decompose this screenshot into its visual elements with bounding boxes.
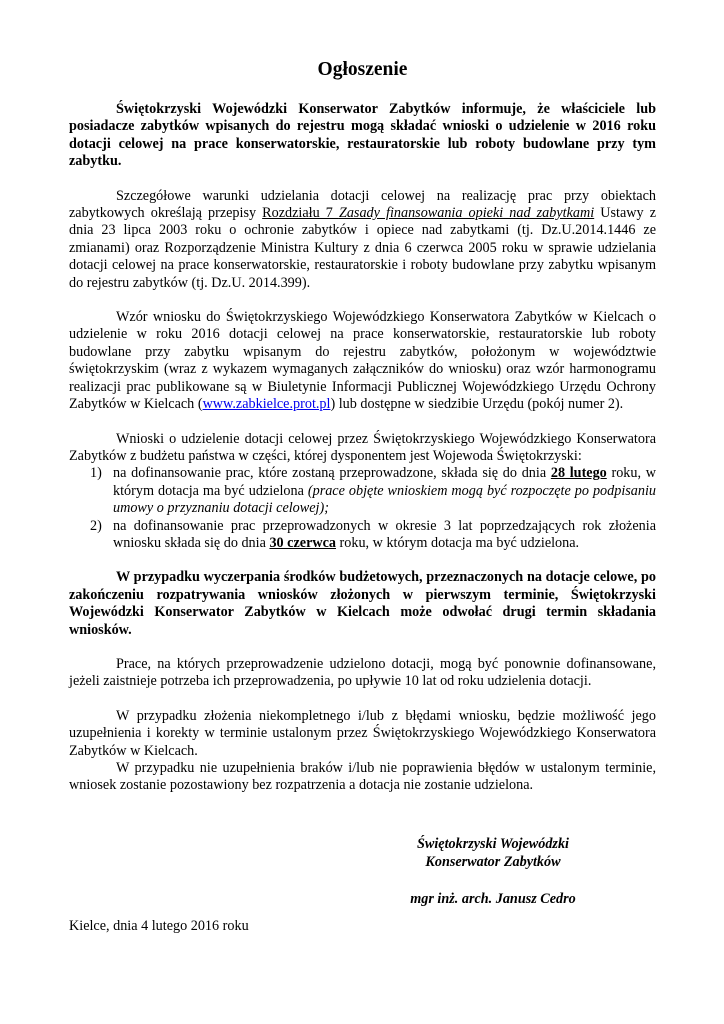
bip-website-link[interactable]: www.zabkielce.prot.pl [202, 396, 331, 413]
rejection-paragraph: W przypadku nie uzupełnienia braków i/lub nie poprawienia błędów w ustalonym terminie, wniosek zostanie pozostawiony bez rozpatrzenia a dotacja nie zostanie udzielona. [69, 760, 656, 794]
budget-exhaustion-paragraph: W przypadku wyczerpania środków budżetowych, przeznaczonych na dotacje celowe, po zakończeniu rozpatrywania wniosków złożonych w pierwszym terminie, Świętokrzyski Wojewódzki Konserwator Zabytków w Kielcach może odwołać drugi termin składania wniosków. [69, 569, 656, 638]
signature-office-line2: Konserwator Zabytków [425, 854, 561, 870]
list-item-text-a: na dofinansowanie prac, które zostaną przeprowadzone, składa się do dnia [113, 465, 551, 482]
deadline-list [69, 465, 656, 552]
form-availability-paragraph [69, 309, 656, 413]
list-number: 1) [90, 465, 102, 482]
list-number: 2) [90, 517, 102, 534]
legal-basis-text-b: Ustawy z dnia 23 lipca 2003 roku o ochronie zabytków i opiece nad zabytkami (tj. Dz.U.2014.1446 ze zmianami) oraz Rozporządzenie Ministra Kultury z dnia 6 czerwca 2005 roku w sprawie udzielania dotacji celowej na prace konserwatorskie, restauratorskie i roboty budowlane przy zabytku wpisanym do rejestru zabytków (tj. Dz.U. 2014.399). [69, 205, 656, 291]
signature-block [378, 835, 608, 908]
intro-paragraph: Świętokrzyski Wojewódzki Konserwator Zabytków informuje, że właściciele lub posiadacze zabytków wpisanych do rejestru mogą składać wnioski o udzielenie w 2016 roku dotacji celowej na prace konserwatorskie, restauratorskie lub roboty budowlane przy tym zabytku. [69, 101, 656, 170]
statute-chapter-title: Zasady finansowania opieki nad zabytkami [338, 205, 595, 222]
deadline-date: 28 lutego [550, 465, 607, 482]
place-and-date: Kielce, dnia 4 lutego 2016 roku [69, 918, 249, 934]
signature-office-line1: Świętokrzyski Wojewódzki [416, 836, 569, 852]
list-item-text-a: na dofinansowanie prac przeprowadzonych w okresie 3 lat poprzedzających rok złożenia wniosku składa się do dnia [113, 517, 656, 551]
deadline-list-item [69, 465, 656, 517]
list-item-note: (prace objęte wnioskiem mogą być rozpoczęte po podpisaniu umowy o przyznaniu dotacji celowej); [113, 482, 657, 517]
list-item-text-b: roku, w którym dotacja ma być udzielona. [336, 534, 580, 551]
deadline-list-item [69, 518, 656, 553]
legal-basis-text-a: Szczegółowe warunki udzielania dotacji celowej na realizację prac przy obiektach zabytkowych określają przepisy [69, 187, 656, 222]
signatory-name: mgr inż. arch. Janusz Cedro [410, 891, 576, 907]
refinancing-paragraph: Prace, na których przeprowadzenie udzielono dotacji, mogą być ponownie dofinansowane, jeżeli zaistnieje potrzeba ich przeprowadzenia, po upływie 10 lat od roku udzielenia dotacji. [69, 655, 656, 690]
legal-basis-paragraph [69, 188, 656, 292]
statute-chapter-number: Rozdziału 7 [262, 205, 339, 222]
list-item-text-b: roku, w którym dotacja ma być udzielona [113, 465, 656, 499]
form-availability-text-a: Wzór wniosku do Świętokrzyskiego Wojewódzkiego Konserwatora Zabytków w Kielcach o udzielenie w roku 2016 dotacji celowej na prace konserwatorskie, restauratorskie lub roboty budowlane przy zabytku wpisanym do rejestru zabytków, położonym w województwie świętokrzyskim (wraz z wykazem wymaganych załączników do wniosku) oraz wzór harmonogramu realizacji prac publikowane są w Biuletynie Informacji Publicznej Wojewódzkiego Urzędu Ochrony Zabytków w Kielcach ( [69, 309, 656, 413]
deadline-date: 30 czerwca [269, 534, 336, 551]
form-availability-text-b: ) lub dostępne w siedzibie Urzędu (pokój numer 2). [330, 396, 624, 413]
statute-chapter-reference [262, 205, 594, 221]
applications-intro-paragraph: Wnioski o udzielenie dotacji celowej przez Świętokrzyskiego Wojewódzkiego Konserwatora Zabytków z budżetu państwa w części, której dysponentem jest Wojewoda Świętokrzyski: [69, 430, 656, 464]
page-title: Ogłoszenie [317, 59, 408, 80]
document-body [69, 58, 656, 795]
incomplete-application-paragraph: W przypadku złożenia niekompletnego i/lub z błędami wniosku, będzie możliwość jego uzupełnienia i korekty w terminie ustalonym przez Świętokrzyskiego Wojewódzkiego Konserwatora Zabytków w Kielcach. [69, 707, 656, 759]
